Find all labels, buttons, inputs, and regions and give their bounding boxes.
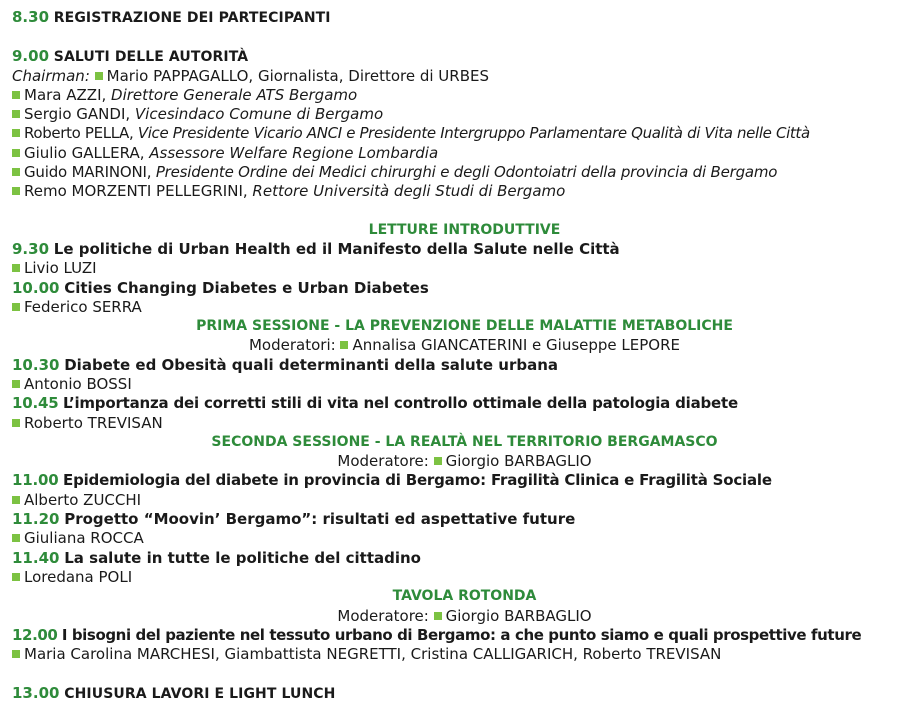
bullet-icon bbox=[12, 168, 20, 176]
program-item-greetings bbox=[12, 47, 248, 67]
speaker-line bbox=[12, 298, 142, 317]
speaker-role: Assessore Welfare Regione Lombardia bbox=[149, 144, 439, 162]
speaker-name: Livio LUZI bbox=[24, 259, 97, 277]
speaker-line bbox=[12, 491, 141, 510]
moderator-name: Giorgio BARBAGLIO bbox=[445, 607, 592, 625]
speaker-line: Roberto PELLA, Vice Presidente Vicario ANCI e Presidente Intergruppo Parlamentare Qualità di Vita nelle Città bbox=[12, 124, 810, 143]
speaker-name: Antonio BOSSI bbox=[24, 375, 132, 393]
item-time: 11.00 bbox=[12, 471, 59, 489]
speaker-name: Roberto PELLA bbox=[24, 124, 129, 142]
item-time: 10.45 bbox=[12, 394, 59, 412]
item-title: I bisogni del paziente nel tessuto urbano di Bergamo: a che punto siamo e quali prospettive future bbox=[61, 626, 862, 644]
speaker-role: Vicesindaco Comune di Bergamo bbox=[134, 105, 384, 123]
item-time: 13.00 bbox=[12, 684, 60, 702]
program-item bbox=[12, 356, 558, 375]
item-title: Diabete ed Obesità quali determinanti della salute urbana bbox=[64, 356, 558, 374]
section-heading-session1: PRIMA SESSIONE - LA PREVENZIONE DELLE MALATTIE METABOLICHE bbox=[196, 318, 733, 334]
program-item bbox=[12, 240, 620, 259]
item-time: 8.30 bbox=[12, 8, 50, 26]
bullet-icon bbox=[12, 534, 20, 542]
moderators-line bbox=[12, 336, 917, 355]
program-item bbox=[12, 510, 575, 529]
moderator-name: Giorgio BARBAGLIO bbox=[445, 452, 592, 470]
bullet-icon bbox=[95, 72, 103, 80]
bullet-icon bbox=[12, 149, 20, 157]
speaker-role: Presidente Ordine dei Medici chirurghi e degli Odontoiatri della provincia di Bergamo bbox=[155, 163, 778, 181]
item-title: La salute in tutte le politiche del cittadino bbox=[64, 549, 421, 567]
speaker-name: Roberto TREVISAN bbox=[24, 414, 163, 432]
speaker-role: Direttore Generale ATS Bergamo bbox=[111, 86, 358, 104]
speaker-line bbox=[12, 414, 163, 433]
bullet-icon bbox=[12, 380, 20, 388]
speaker-line bbox=[12, 375, 132, 394]
speaker-name: Mara AZZI bbox=[24, 86, 102, 104]
moderators-names: Annalisa GIANCATERINI e Giuseppe LEPORE bbox=[352, 336, 680, 354]
section-heading-letture: LETTURE INTRODUTTIVE bbox=[368, 222, 561, 238]
speaker-line: Giulio GALLERA, Assessore Welfare Regione Lombardia bbox=[12, 144, 438, 163]
speaker-name: Giulio GALLERA bbox=[24, 144, 140, 162]
speaker-name: Remo MORZENTI PELLEGRINI bbox=[24, 182, 243, 200]
item-time: 10.30 bbox=[12, 356, 60, 374]
speaker-name: Federico SERRA bbox=[24, 298, 142, 316]
bullet-icon bbox=[434, 457, 442, 465]
item-title: L’importanza dei corretti stili di vita nel controllo ottimale della patologia diabete bbox=[63, 394, 738, 412]
bullet-icon bbox=[12, 91, 20, 99]
bullet-icon bbox=[12, 129, 20, 137]
chairman-label: Chairman: bbox=[12, 67, 90, 85]
program-item-registration bbox=[12, 8, 331, 28]
bullet-icon bbox=[12, 419, 20, 427]
speaker-name: Giuliana ROCCA bbox=[24, 529, 144, 547]
speaker-line bbox=[12, 259, 97, 278]
speaker-line bbox=[12, 568, 132, 587]
speaker-line: Guido MARINONI, Presidente Ordine dei Medici chirurghi e degli Odontoiatri della provincia di Bergamo bbox=[12, 163, 777, 182]
program-item bbox=[12, 626, 861, 645]
bullet-icon bbox=[12, 573, 20, 581]
moderator-label: Moderatore: bbox=[337, 607, 429, 625]
bullet-icon bbox=[12, 110, 20, 118]
bullet-icon bbox=[12, 187, 20, 195]
speaker-name: Guido MARINONI bbox=[24, 163, 147, 181]
item-time: 11.20 bbox=[12, 510, 60, 528]
program-item-closing bbox=[12, 684, 336, 704]
item-title: CHIUSURA LAVORI E LIGHT LUNCH bbox=[64, 686, 336, 702]
item-time: 12.00 bbox=[12, 626, 58, 644]
program-item bbox=[12, 394, 738, 413]
item-time: 11.40 bbox=[12, 549, 60, 567]
section-heading-session2: SECONDA SESSIONE - LA REALTÀ NEL TERRITORIO BERGAMASCO bbox=[211, 434, 718, 450]
bullet-icon bbox=[434, 612, 442, 620]
speaker-line: Remo MORZENTI PELLEGRINI, Rettore Università degli Studi di Bergamo bbox=[12, 182, 565, 201]
speaker-line bbox=[12, 529, 144, 548]
chairman-name: Mario PAPPAGALLO bbox=[106, 67, 249, 85]
speaker-name: Alberto ZUCCHI bbox=[24, 491, 142, 509]
item-title: Le politiche di Urban Health ed il Manifesto della Salute nelle Città bbox=[53, 240, 620, 258]
bullet-icon bbox=[12, 303, 20, 311]
speaker-role: Vice Presidente Vicario ANCI e Presidente Intergruppo Parlamentare Qualità di Vita nelle Città bbox=[137, 124, 810, 142]
bullet-icon bbox=[340, 341, 348, 349]
bullet-icon bbox=[12, 264, 20, 272]
item-title: REGISTRAZIONE DEI PARTECIPANTI bbox=[53, 10, 331, 26]
chairman-line bbox=[12, 67, 489, 86]
speaker-role: Rettore Università degli Studi di Bergamo bbox=[252, 182, 566, 200]
item-title: Epidemiologia del diabete in provincia di Bergamo: Fragilità Clinica e Fragilità Sociale bbox=[63, 471, 772, 489]
speaker-name: Sergio GANDI bbox=[24, 105, 126, 123]
moderators-label: Moderatori: bbox=[248, 336, 336, 354]
program-item bbox=[12, 279, 429, 298]
item-title: Progetto “Moovin’ Bergamo”: risultati ed aspettative future bbox=[64, 510, 576, 528]
speaker-name: Loredana POLI bbox=[24, 568, 133, 586]
chairman-role: , Giornalista, Direttore di URBES bbox=[248, 67, 489, 85]
moderator-line bbox=[12, 607, 917, 626]
moderator-label: Moderatore: bbox=[337, 452, 429, 470]
speaker-line bbox=[12, 645, 721, 664]
program-item bbox=[12, 471, 772, 490]
program-item bbox=[12, 549, 421, 568]
item-time: 9.00 bbox=[12, 47, 50, 65]
section-heading-round-table: TAVOLA ROTONDA bbox=[392, 588, 537, 604]
speaker-line: Mara AZZI, Direttore Generale ATS Bergamo bbox=[12, 86, 357, 105]
item-time: 10.00 bbox=[12, 279, 60, 297]
speaker-names: Maria Carolina MARCHESI, Giambattista NEGRETTI, Cristina CALLIGARICH, Roberto TREVISAN bbox=[24, 645, 722, 663]
speaker-line: Sergio GANDI, Vicesindaco Comune di Bergamo bbox=[12, 105, 383, 124]
item-time: 9.30 bbox=[12, 240, 50, 258]
item-title: Cities Changing Diabetes e Urban Diabetes bbox=[64, 279, 429, 297]
moderator-line bbox=[12, 452, 917, 471]
bullet-icon bbox=[12, 496, 20, 504]
item-title: SALUTI DELLE AUTORITÀ bbox=[53, 49, 249, 65]
bullet-icon bbox=[12, 650, 20, 658]
